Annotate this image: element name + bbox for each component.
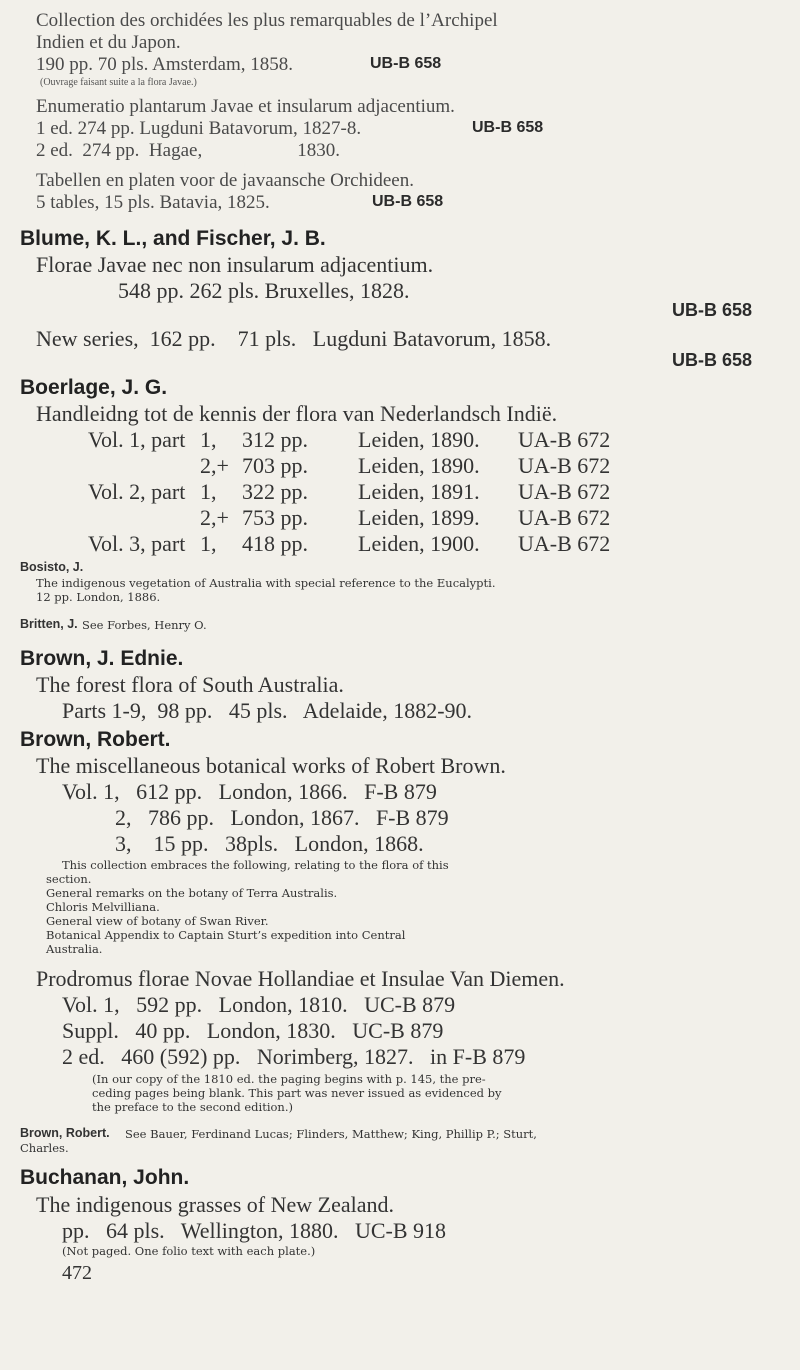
tabellen-details: 5 tables, 15 pls. Batavia, 1825.: [36, 192, 270, 213]
row-place: Leiden, 1890.: [358, 453, 480, 478]
miscellaneous-works-title: The miscellaneous botanical works of Robert Brown.: [36, 753, 506, 778]
row-place: Leiden, 1899.: [358, 505, 480, 530]
boerlage-row: [88, 479, 610, 505]
prodromus-vol1: Vol. 1, 592 pp. London, 1810. UC-B 879: [62, 992, 456, 1017]
entry-heading-buchanan: Buchanan, John.: [20, 1166, 190, 1189]
entry-heading-brown-robert-see: Brown, Robert.: [20, 1126, 110, 1140]
row-volume: Vol. 1, part: [88, 427, 186, 452]
enumeratio-ed1: 1 ed. 274 pp. Lugduni Batavorum, 1827-8.: [36, 118, 362, 139]
row-pages: 753 pp.: [242, 505, 308, 530]
brown-robert-cross-reference-cont: Charles.: [20, 1141, 69, 1155]
handleidng-title: Handleidng tot de kennis der flora van Nederlandsch Indië.: [36, 401, 558, 426]
row-shelfmark: UA-B 672: [518, 531, 611, 556]
bosisto-title: The indigenous vegetation of Australia with special reference to the Eucalypti.: [36, 576, 496, 590]
entry-heading-brown-robert: Brown, Robert.: [20, 728, 171, 751]
row-volume: Vol. 3, part: [88, 531, 186, 556]
florae-javae-shelfmark: UB-B 658: [672, 300, 753, 320]
prodromus-title: Prodromus florae Novae Hollandiae et Insulae Van Diemen.: [36, 966, 565, 991]
entry-heading-boerlage: Boerlage, J. G.: [20, 376, 168, 399]
boerlage-row: [88, 531, 610, 557]
row-volume: [88, 453, 200, 479]
row-pages: 418 pp.: [242, 531, 308, 556]
tabellen-title: Tabellen en platen voor de javaansche Orchideen.: [36, 170, 414, 191]
collection-shelfmark: UB-B 658: [370, 55, 442, 72]
britten-cross-reference: See Forbes, Henry O.: [82, 618, 207, 632]
enumeratio-ed2: 2 ed. 274 pp. Hagae, 1830.: [36, 140, 340, 161]
entry-heading-britten: Britten, J.: [20, 617, 78, 631]
collection-details: 190 pp. 70 pls. Amsterdam, 1858.: [36, 54, 294, 75]
florae-javae-new-series: New series, 162 pp. 71 pls. Lugduni Batavorum, 1858.: [36, 326, 552, 351]
tabellen-shelfmark: UB-B 658: [372, 193, 444, 210]
enumeratio-shelfmark: UB-B 658: [472, 119, 544, 136]
row-pages: 703 pp.: [242, 453, 308, 478]
row-pages: 312 pp.: [242, 427, 308, 452]
row-shelfmark: UA-B 672: [518, 453, 611, 478]
row-shelfmark: UA-B 672: [518, 427, 611, 452]
row-part: 1,: [200, 427, 217, 452]
miscellaneous-vol2: 2, 786 pp. London, 1867. F-B 879: [115, 805, 449, 830]
indigenous-grasses-details: pp. 64 pls. Wellington, 1880. UC-B 918: [62, 1218, 447, 1243]
entry-heading-brown-ednie: Brown, J. Ednie.: [20, 647, 184, 670]
row-volume: [88, 505, 200, 531]
row-part: 1,: [200, 479, 217, 504]
row-part: 1,: [200, 531, 217, 556]
prodromus-suppl: Suppl. 40 pp. London, 1830. UC-B 879: [62, 1018, 444, 1043]
collection-note-line: General view of botany of Swan River.: [46, 914, 269, 928]
collection-note-line: Chloris Melvilliana.: [46, 900, 160, 914]
indigenous-grasses-title: The indigenous grasses of New Zealand.: [36, 1192, 395, 1217]
miscellaneous-vol1: Vol. 1, 612 pp. London, 1866. F-B 879: [62, 779, 437, 804]
prodromus-note-line: the preface to the second edition.): [92, 1100, 293, 1114]
row-volume: Vol. 2, part: [88, 479, 186, 504]
boerlage-row: [88, 453, 610, 479]
collection-note-line: This collection embraces the following, relating to the flora of this: [62, 858, 449, 872]
page-number: 472: [62, 1262, 92, 1284]
entry-heading-bosisto: Bosisto, J.: [20, 560, 84, 574]
miscellaneous-vol3: 3, 15 pp. 38pls. London, 1868.: [115, 831, 424, 856]
entry-heading-blume-fischer: Blume, K. L., and Fischer, J. B.: [20, 227, 326, 250]
forest-flora-title: The forest flora of South Australia.: [36, 672, 344, 697]
prodromus-note-line: (In our copy of the 1810 ed. the paging begins with p. 145, the pre-: [92, 1072, 486, 1086]
florae-javae-new-series-shelfmark: UB-B 658: [672, 350, 753, 370]
collection-note-line: Botanical Appendix to Captain Sturt’s expedition into Central: [46, 928, 406, 942]
row-pages: 322 pp.: [242, 479, 308, 504]
collection-title-line1: Collection des orchidées les plus remarquables de l’Archipel: [36, 10, 498, 31]
collection-note-line: section.: [46, 872, 92, 886]
forest-flora-details: Parts 1-9, 98 pp. 45 pls. Adelaide, 1882-90.: [62, 698, 473, 723]
collection-note-line: General remarks on the botany of Terra Australis.: [46, 886, 338, 900]
collection-title-line2: Indien et du Japon.: [36, 32, 181, 53]
enumeratio-title: Enumeratio plantarum Javae et insularum adjacentium.: [36, 96, 455, 117]
row-place: Leiden, 1890.: [358, 427, 480, 452]
brown-robert-cross-reference: See Bauer, Ferdinand Lucas; Flinders, Matthew; King, Phillip P.; Sturt,: [125, 1127, 537, 1141]
bosisto-details: 12 pp. London, 1886.: [36, 590, 161, 604]
indigenous-grasses-note: (Not paged. One folio text with each plate.): [62, 1244, 316, 1258]
row-shelfmark: UA-B 672: [518, 479, 611, 504]
row-part: 2,+: [200, 505, 229, 530]
collection-note: (Ouvrage faisant suite a la flora Javae.): [40, 77, 197, 88]
prodromus-note-line: ceding pages being blank. This part was never issued as evidenced by: [92, 1086, 502, 1100]
florae-javae-details: 548 pp. 262 pls. Bruxelles, 1828.: [118, 278, 410, 303]
row-place: Leiden, 1891.: [358, 479, 480, 504]
row-part: 2,+: [200, 453, 229, 478]
collection-note-line: Australia.: [46, 942, 103, 956]
florae-javae-title: Florae Javae nec non insularum adjacentium.: [36, 252, 434, 277]
row-place: Leiden, 1900.: [358, 531, 480, 556]
boerlage-row: [88, 427, 610, 453]
row-shelfmark: UA-B 672: [518, 505, 611, 530]
prodromus-ed2: 2 ed. 460 (592) pp. Norimberg, 1827. in F-B 879: [62, 1044, 526, 1069]
boerlage-row: [88, 505, 610, 531]
